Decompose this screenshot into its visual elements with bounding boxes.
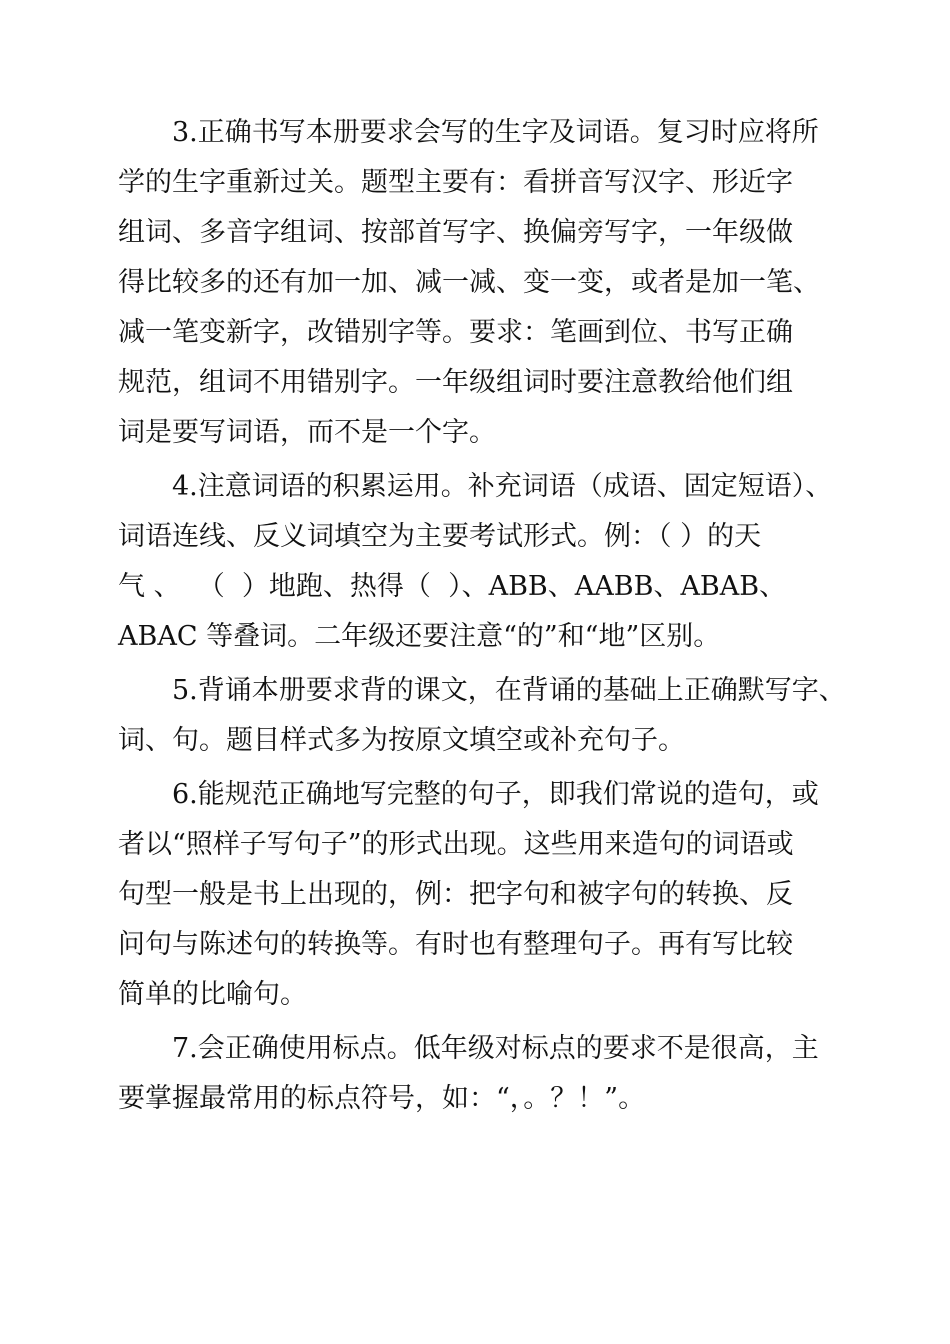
text-line: 词是要写词语，而不是一个字。 [118,417,496,448]
text-line: 规范，组词不用错别字。一年级组词时要注意教给他们组 [118,367,793,398]
text-line: 组词、多音字组词、按部首写字、换偏旁写字，一年级做 [118,217,793,248]
text-line: 减一笔变新字，改错别字等。要求：笔画到位、书写正确 [118,317,793,348]
text-line: 气 、 （ ）地跑、热得（ ）、ABB、AABB、ABAB、 [118,571,787,602]
text-line: 7.会正确使用标点。低年级对标点的要求不是很高，主 [172,1033,819,1064]
text-line: 简单的比喻句。 [118,979,307,1010]
text-line: 学的生字重新过关。题型主要有：看拼音写汉字、形近字 [118,167,793,198]
text-line: ABAC 等叠词。二年级还要注意“的”和“地”区别。 [118,621,721,652]
text-line: 问句与陈述句的转换等。有时也有整理句子。再有写比较 [118,929,793,960]
text-line: 6.能规范正确地写完整的句子，即我们常说的造句，或 [172,779,819,810]
text-line: 词语连线、反义词填空为主要考试形式。例：（ ）的天 [118,521,762,552]
text-line: 词、句。题目样式多为按原文填空或补充句子。 [118,725,685,756]
text-line: 3.正确书写本册要求会写的生字及词语。复习时应将所 [172,117,819,148]
text-line: 句型一般是书上出现的，例：把字句和被字句的转换、反 [118,879,793,910]
paragraph-item-5 [118,666,846,766]
paragraph-item-6 [118,770,819,1020]
document-body [118,108,846,1128]
paragraph-item-7 [118,1024,819,1124]
paragraph-item-4 [118,462,833,662]
text-line: 5.背诵本册要求背的课文，在背诵的基础上正确默写字、 [172,675,846,706]
text-line: 者以“照样子写句子”的形式出现。这些用来造句的词语或 [118,829,794,860]
text-line: 4.注意词语的积累运用。补充词语（成语、固定短语）、 [172,471,833,502]
paragraph-item-3 [118,108,820,458]
text-line: 要掌握最常用的标点符号，如：“，。？！”。 [118,1083,646,1114]
text-line: 得比较多的还有加一加、减一减、变一变，或者是加一笔、 [118,267,820,298]
